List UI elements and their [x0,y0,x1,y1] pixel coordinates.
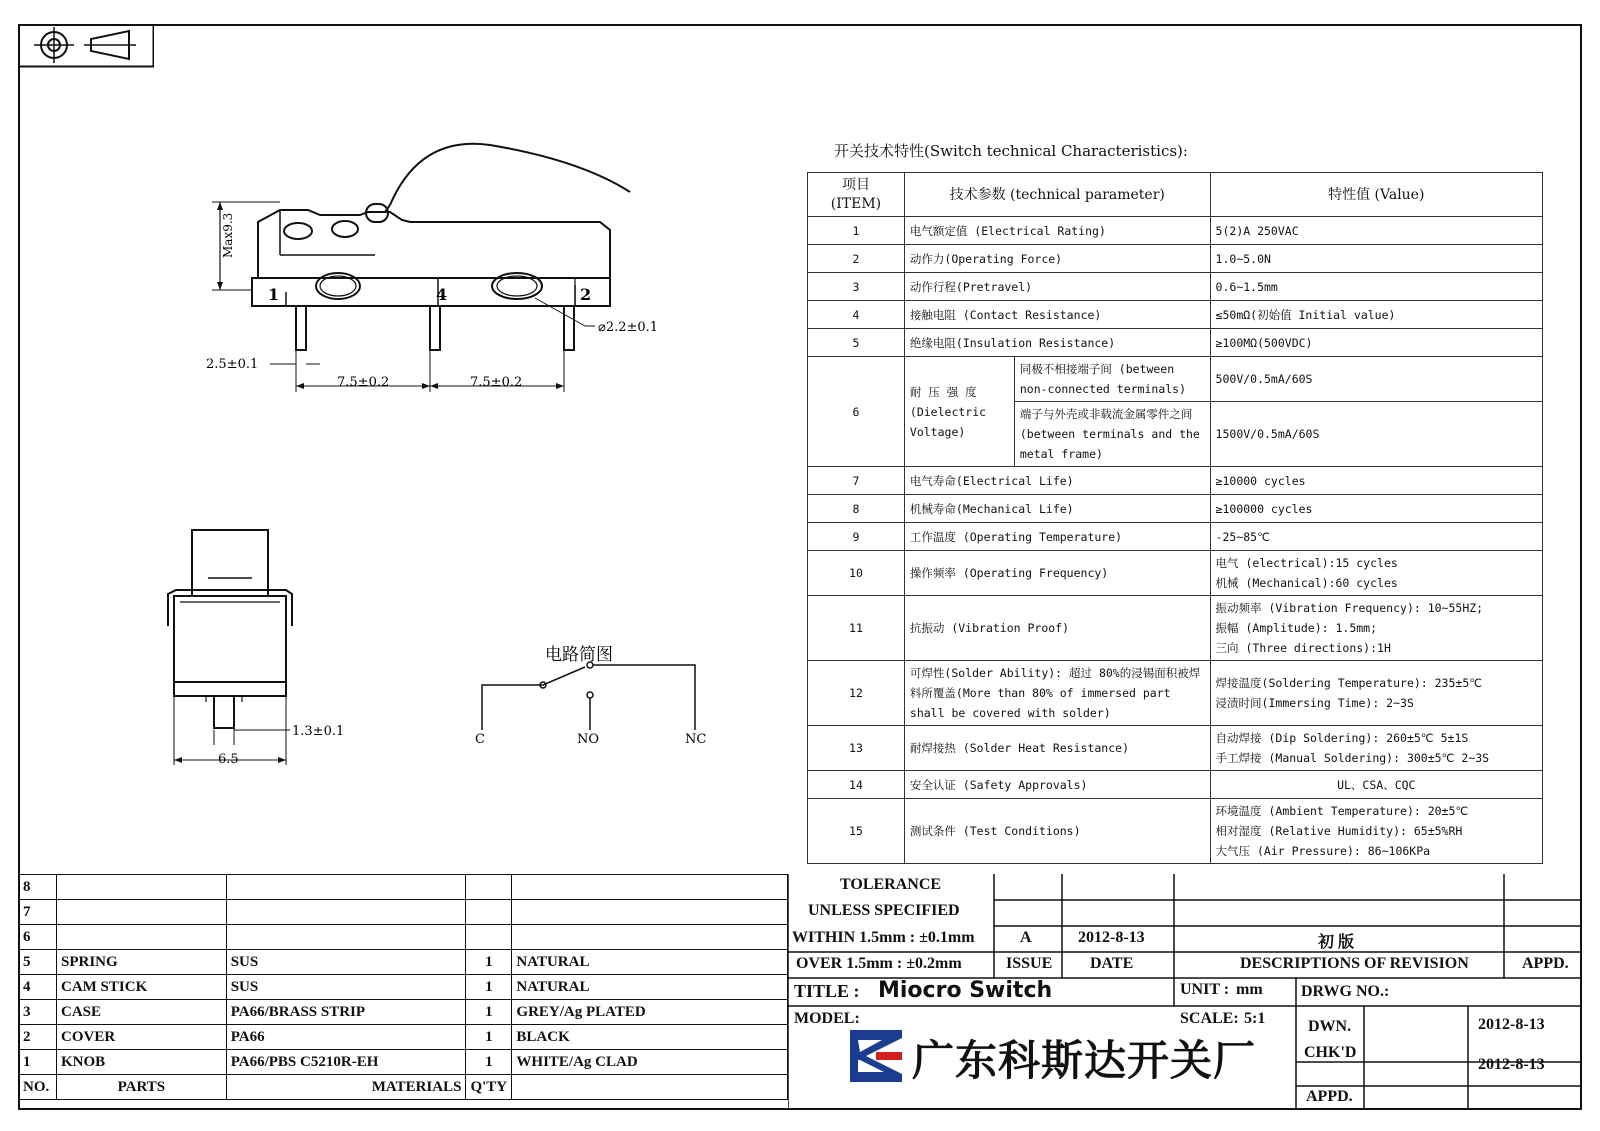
parts-header-qty: Q'TY [466,1075,512,1100]
spec-item: 2 [808,245,905,273]
spec-param: 机械寿命(Mechanical Life) [904,495,1210,523]
spec-subparam: 端子与外壳或非载流金属零件之间(between terminals and the metal frame) [1014,402,1210,467]
approved-label: APPD. [1306,1088,1353,1105]
spec-param: 安全认证 (Safety Approvals) [904,771,1210,799]
revision-issue: A [1020,929,1032,946]
part-qty [466,900,512,925]
spec-value: 5(2)A 250VAC [1210,217,1542,245]
circuit-lines [482,662,695,730]
spec-value: 电气 (electrical):15 cycles 机械 (Mechanical):60 cycles [1210,551,1542,596]
spec-row [808,596,1543,661]
circuit-title: 电路简图 [545,645,613,665]
spec-item: 7 [808,467,905,495]
spec-row [808,799,1543,864]
circuit-label-nc: NC [685,732,707,747]
title-block [788,874,1582,1110]
part-qty: 1 [466,950,512,975]
spec-param: 操作频率 (Operating Frequency) [904,551,1210,596]
parts-row [19,900,788,925]
terminals [296,306,574,350]
spec-value: ≥100000 cycles [1210,495,1542,523]
company-name: 广东科斯达开关厂 [912,1036,1257,1085]
header-description: DESCRIPTIONS OF REVISION [1240,955,1469,972]
part-finish [512,925,788,950]
spec-param: 动作力(Operating Force) [904,245,1210,273]
spec-row [808,329,1543,357]
switch-body [252,204,610,306]
spec-value: UL、CSA、CQC [1210,771,1542,799]
part-finish: NATURAL [512,950,788,975]
part-name: CAM STICK [56,975,226,1000]
spec-param: 接触电阻 (Contact Resistance) [904,301,1210,329]
spec-header-param: 技术参数 (technical parameter) [904,173,1210,217]
part-finish: BLACK [512,1025,788,1050]
spec-param: 电气寿命(Electrical Life) [904,467,1210,495]
parts-header-row [19,1075,788,1100]
spec-item: 10 [808,551,905,596]
parts-row [19,925,788,950]
circuit-diagram [465,640,735,760]
spec-item: 3 [808,273,905,301]
part-name [56,875,226,900]
spec-param: 电气额定值 (Electrical Rating) [904,217,1210,245]
part-material: SUS [226,975,466,1000]
spec-value: ≥100MΩ(500VDC) [1210,329,1542,357]
part-name: CASE [56,1000,226,1025]
revision-description: 初 版 [1318,934,1355,951]
switch-lever [390,144,630,205]
part-finish [512,900,788,925]
projection-circle-icon [34,27,74,63]
tolerance-subheading: UNLESS SPECIFIED [808,902,960,919]
spec-item: 11 [808,596,905,661]
spec-subparam: 同极不相接端子间 (between non-connected terminals) [1014,357,1210,402]
part-material: PA66/PBS C5210R-EH [226,1050,466,1075]
terminal-1-label: 1 [268,285,280,304]
side-view-drawing [190,130,710,420]
part-qty [466,925,512,950]
part-no: 1 [19,1050,57,1075]
spec-param: 可焊性(Solder Ability): 超过 80%的浸锡面积被焊料所覆盖(More than 80% of immersed part shall be covered with solder) [904,661,1210,726]
hole-dimension-label: ⌀2.2±0.1 [598,320,659,335]
spec-item: 9 [808,523,905,551]
spec-row [808,357,1543,402]
scale-value: 5:1 [1244,1010,1266,1027]
spec-value: 自动焊接 (Dip Soldering): 260±5℃ 5±1S 手工焊接 (Manual Soldering): 300±5℃ 2~3S [1210,726,1542,771]
spec-value: 500V/0.5mA/60S [1210,357,1542,402]
spec-row [808,301,1543,329]
part-no: 4 [19,975,57,1000]
spec-row [808,467,1543,495]
spec-value: -25~85℃ [1210,523,1542,551]
spec-param: 耐 压 强 度 (Dielectric Voltage) [904,357,1014,467]
revision-date: 2012-8-13 [1078,929,1145,946]
spec-param: 动作行程(Pretravel) [904,273,1210,301]
spec-param: 工作温度 (Operating Temperature) [904,523,1210,551]
spec-value: 0.6~1.5mm [1210,273,1542,301]
part-qty: 1 [466,975,512,1000]
part-material: SUS [226,950,466,975]
spec-value: 环境温度 (Ambient Temperature): 20±5℃ 相对湿度 (Relative Humidity): 65±5%RH 大气压 (Air Pressure): 86~106KPa [1210,799,1542,864]
part-finish: NATURAL [512,975,788,1000]
drawing-number-label: DRWG NO.: [1301,983,1390,1000]
spec-row [808,661,1543,726]
spec-item: 6 [808,357,905,467]
switch-front-body [168,530,292,728]
part-name: SPRING [56,950,226,975]
parts-list [18,874,788,1100]
part-finish: WHITE/Ag CLAD [512,1050,788,1075]
tolerance-within: WITHIN 1.5mm : ±0.1mm [792,929,975,946]
spec-header-item: 项目 (ITEM) [808,173,905,217]
part-no: 3 [19,1000,57,1025]
tolerance-heading: TOLERANCE [840,876,942,893]
spec-param: 绝缘电阻(Insulation Resistance) [904,329,1210,357]
parts-header-no: NO. [19,1075,57,1100]
part-no: 6 [19,925,57,950]
spec-table [807,172,1543,864]
spec-item: 4 [808,301,905,329]
parts-row [19,1000,788,1025]
scale-label: SCALE: [1180,1010,1239,1027]
pitch-2-label: 7.5±0.2 [470,375,523,390]
part-no: 7 [19,900,57,925]
spec-row [808,771,1543,799]
spec-row [808,551,1543,596]
part-name [56,900,226,925]
spec-header-row [808,173,1543,217]
spec-row [808,726,1543,771]
projection-cone-icon [84,31,136,59]
part-name [56,925,226,950]
parts-row [19,975,788,1000]
spec-value: 振动频率 (Vibration Frequency): 10~55HZ; 振幅 (Amplitude): 1.5mm; 三向 (Three directions):1H [1210,596,1542,661]
model-label: MODEL: [794,1010,860,1027]
part-no: 2 [19,1025,57,1050]
part-qty [466,875,512,900]
parts-row [19,1025,788,1050]
projection-symbol [18,24,154,68]
parts-header-material: MATERIALS [226,1075,466,1100]
parts-row [19,875,788,900]
part-name: COVER [56,1025,226,1050]
spec-param: 抗振动 (Vibration Proof) [904,596,1210,661]
part-qty: 1 [466,1050,512,1075]
header-issue: ISSUE [1006,955,1053,972]
spec-value: 1500V/0.5mA/60S [1210,402,1542,467]
body-width-label: 6.5 [218,752,239,767]
part-material [226,875,466,900]
spec-row [808,523,1543,551]
tolerance-over: OVER 1.5mm : ±0.2mm [796,955,962,972]
terminal-4-label: 4 [436,285,448,304]
company-logo-icon [846,1026,906,1086]
spec-item: 5 [808,329,905,357]
height-dimension-label: Max9.3 [221,212,235,258]
spec-row [808,273,1543,301]
part-name: KNOB [56,1050,226,1075]
spec-header-value: 特性值 (Value) [1210,173,1542,217]
parts-header-part: PARTS [56,1075,226,1100]
spec-table-title: 开关技术特性(Switch technical Characteristics): [834,142,1188,160]
part-no: 8 [19,875,57,900]
unit-label: UNIT : [1180,981,1230,998]
header-appd: APPD. [1522,955,1569,972]
spec-item: 13 [808,726,905,771]
part-finish [512,875,788,900]
spec-value: 1.0~5.0N [1210,245,1542,273]
part-qty: 1 [466,1000,512,1025]
spec-item: 14 [808,771,905,799]
parts-row [19,950,788,975]
part-finish: GREY/Ag PLATED [512,1000,788,1025]
terminal-2-label: 2 [580,285,592,304]
spec-param: 耐焊接热 (Solder Heat Resistance) [904,726,1210,771]
part-material: PA66/BRASS STRIP [226,1000,466,1025]
header-date: DATE [1090,955,1134,972]
checked-label: CHK'D [1304,1044,1357,1061]
spec-row [808,495,1543,523]
spec-value: ≥10000 cycles [1210,467,1542,495]
part-no: 5 [19,950,57,975]
drawn-date: 2012-8-13 [1478,1016,1545,1033]
title-label: TITLE : [794,981,860,1001]
spec-value: 焊接温度(Soldering Temperature): 235±5℃ 浸渍时间(Immersing Time): 2~3S [1210,661,1542,726]
spec-item: 12 [808,661,905,726]
spec-item: 8 [808,495,905,523]
front-view-drawing [150,520,380,790]
title-value: Miocro Switch [878,978,1053,1003]
circuit-label-c: C [475,732,485,747]
part-qty: 1 [466,1025,512,1050]
spec-row [808,245,1543,273]
checked-date: 2012-8-13 [1478,1056,1545,1073]
spec-param: 测试条件 (Test Conditions) [904,799,1210,864]
spec-item: 1 [808,217,905,245]
drawn-label: DWN. [1308,1018,1352,1035]
part-material [226,900,466,925]
pin-width-label: 1.3±0.1 [292,724,345,739]
unit-value: mm [1236,981,1263,998]
spec-item: 15 [808,799,905,864]
spec-value: ≤50mΩ(初始值 Initial value) [1210,301,1542,329]
spec-row [808,217,1543,245]
parts-row [19,1050,788,1075]
circuit-label-no: NO [577,732,600,747]
pin-offset-label: 2.5±0.1 [206,357,259,372]
part-material [226,925,466,950]
pitch-1-label: 7.5±0.2 [337,375,390,390]
part-material: PA66 [226,1025,466,1050]
